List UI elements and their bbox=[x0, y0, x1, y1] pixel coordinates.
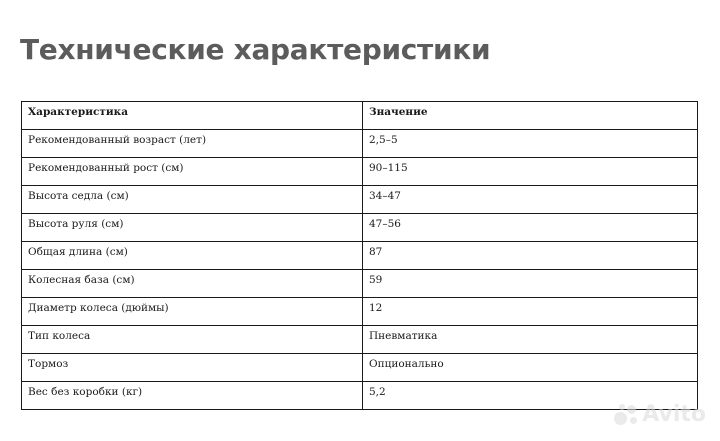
characteristic-cell: Общая длина (см) bbox=[22, 242, 363, 270]
characteristic-cell: Рекомендованный рост (см) bbox=[22, 158, 363, 186]
watermark-text: Avito bbox=[642, 402, 706, 427]
value-cell: 5,2 bbox=[363, 382, 698, 410]
page-title: Технические характеристики bbox=[20, 33, 491, 66]
value-cell: Опционально bbox=[363, 354, 698, 382]
characteristic-cell: Рекомендованный возраст (лет) bbox=[22, 130, 363, 158]
table-row bbox=[22, 158, 698, 186]
table-row bbox=[22, 354, 698, 382]
value-cell: 34–47 bbox=[363, 186, 698, 214]
characteristic-cell: Высота седла (см) bbox=[22, 186, 363, 214]
value-cell: 90–115 bbox=[363, 158, 698, 186]
characteristic-cell: Высота руля (см) bbox=[22, 214, 363, 242]
table-row bbox=[22, 382, 698, 410]
table-row bbox=[22, 326, 698, 354]
value-cell: 47–56 bbox=[363, 214, 698, 242]
characteristic-cell: Вес без коробки (кг) bbox=[22, 382, 363, 410]
spec-table bbox=[21, 101, 698, 410]
characteristic-cell: Тип колеса bbox=[22, 326, 363, 354]
table-row bbox=[22, 130, 698, 158]
table-header-row bbox=[22, 102, 698, 130]
avito-logo-icon bbox=[614, 404, 638, 426]
avito-watermark bbox=[614, 403, 706, 427]
table-row bbox=[22, 186, 698, 214]
value-cell: 12 bbox=[363, 298, 698, 326]
table-row bbox=[22, 242, 698, 270]
table-row bbox=[22, 214, 698, 242]
table-row bbox=[22, 270, 698, 298]
table-row bbox=[22, 298, 698, 326]
characteristic-cell: Тормоз bbox=[22, 354, 363, 382]
value-cell: 59 bbox=[363, 270, 698, 298]
characteristic-cell: Диаметр колеса (дюймы) bbox=[22, 298, 363, 326]
column-header-value: Значение bbox=[363, 102, 698, 130]
characteristic-cell: Колесная база (см) bbox=[22, 270, 363, 298]
value-cell: 87 bbox=[363, 242, 698, 270]
column-header-characteristic: Характеристика bbox=[22, 102, 363, 130]
value-cell: 2,5–5 bbox=[363, 130, 698, 158]
value-cell: Пневматика bbox=[363, 326, 698, 354]
